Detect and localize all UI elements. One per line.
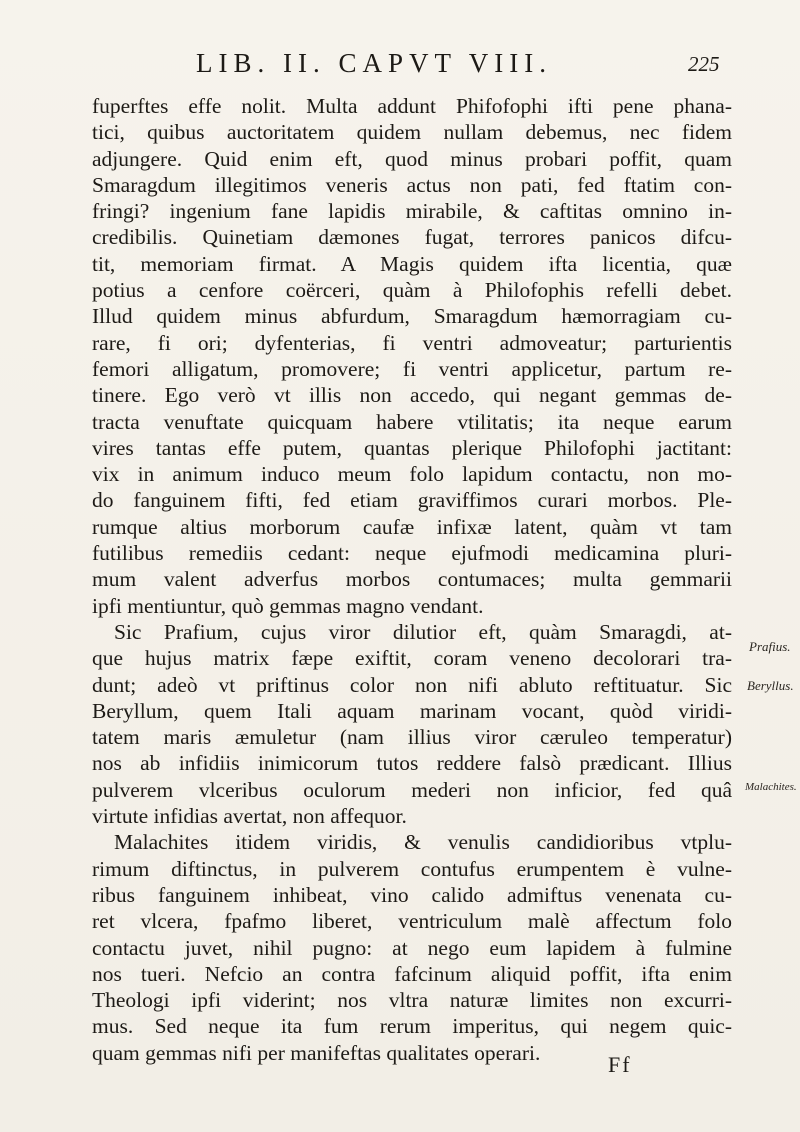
text-line: Illud quidem minus abfurdum, Smaragdum hæmorragiam cu-: [92, 304, 732, 329]
text-line: mum valent adverfus morbos contumaces; multa gemmarii: [92, 567, 732, 592]
text-line: fringi? ingenium fane lapidis mirabile, & caftitas omnino in-: [92, 199, 732, 224]
running-title: LIB. II. CAPVT VIII.: [196, 48, 552, 78]
text-line: Sic Prafium, cujus viror dilutior eft, quàm Smaragdi, at-: [114, 619, 732, 644]
marginal-note-malachites: Malachites.: [745, 781, 797, 793]
text-line: vix in animum induco meum folo lapidum contactu, non mo-: [92, 462, 732, 487]
text-line: pulverem vlceribus oculorum mederi non inficior, fed quâ: [92, 777, 732, 802]
text-line: mus. Sed neque ita fum rerum imperitus, qui negem quic-: [92, 1014, 732, 1039]
text-line: do fanguinem fifti, fed etiam graviffimos curari morbos. Ple-: [92, 488, 732, 513]
text-line: dunt; adeò vt priftinus color non nifi abluto reftituatur. Sic: [92, 672, 732, 697]
text-line: Malachites itidem viridis, & venulis candidioribus vtplu-: [114, 830, 732, 855]
text-line: nos tueri. Nefcio an contra fafcinum aliquid poffit, ifta enim: [92, 961, 732, 986]
text-line: Smaragdum illegitimos veneris actus non pati, fed ftatim con-: [92, 172, 732, 197]
text-line: Beryllum, quem Itali aquam marinam vocant, quòd viridi-: [92, 698, 732, 723]
page-number: 225: [688, 52, 720, 76]
text-line: rimum diftinctus, in pulverem contufus erumpentem è vulne-: [92, 856, 732, 881]
text-line: femori alligatum, promovere; fi ventri applicetur, partum re-: [92, 356, 732, 381]
text-line: que hujus matrix fæpe exiftit, coram veneno decolorari tra-: [92, 646, 732, 671]
text-line: tici, quibus auctoritatem quidem nullam debemus, nec fidem: [92, 120, 732, 145]
text-line: rare, fi ori; dyfenterias, fi ventri admoveatur; parturientis: [92, 330, 732, 355]
marginal-note-beryllus: Beryllus.: [747, 678, 794, 693]
text-line: contactu juvet, nihil pugno: at nego eum lapidem à fulmine: [92, 935, 732, 960]
text-line: rumque altius morborum caufæ infixæ latent, quàm vt tam: [92, 514, 732, 539]
running-head: [0, 48, 800, 88]
text-line: futilibus remediis cedant: neque ejufmodi medicamina pluri-: [92, 541, 732, 566]
text-line: tracta venuftate quicquam habere vtilitatis; ita neque earum: [92, 409, 732, 434]
text-line: potius a cenfore coërceri, quàm à Philofophis refelli debet.: [92, 278, 732, 303]
text-line: fuperftes effe nolit. Multa addunt Phifofophi ifti pene phana-: [92, 94, 732, 118]
text-line: quam gemmas nifi per manifeftas qualitates operari.: [92, 1040, 541, 1065]
text-line: virtute infidias avertat, non affequor.: [92, 804, 407, 829]
body-text: [92, 93, 732, 1066]
text-line: vires tantas effe putem, quantas plerique Philofophi jactitant:: [92, 435, 732, 460]
text-line: tatem maris æmuletur (nam illius viror cæruleo temperatur): [92, 725, 732, 750]
text-line: ret vlcera, fpafmo liberet, ventriculum malè affectum folo: [92, 909, 732, 934]
text-line: adjungere. Quid enim eft, quod minus probari poffit, quam: [92, 146, 732, 171]
marginal-note-prasius: Prafius.: [749, 639, 791, 654]
signature-mark: Ff: [608, 1052, 632, 1077]
text-line: credibilis. Quinetiam dæmones fugat, terrores panicos difcu-: [92, 225, 732, 250]
text-line: Theologi ipfi viderint; nos vltra naturæ limites non excurri-: [92, 988, 732, 1013]
text-line: nos ab infidiis inimicorum tutos reddere falsò prædicant. Illius: [92, 751, 732, 776]
text-line: tit, memoriam firmat. A Magis quidem ifta licentia, quæ: [92, 251, 732, 276]
text-line: ribus fanguinem inhibeat, vino calido admiftus venenata cu-: [92, 882, 732, 907]
text-line: ipfi mentiuntur, quò gemmas magno vendant.: [92, 593, 484, 618]
text-line: tinere. Ego verò vt illis non accedo, qui negant gemmas de-: [92, 383, 732, 408]
